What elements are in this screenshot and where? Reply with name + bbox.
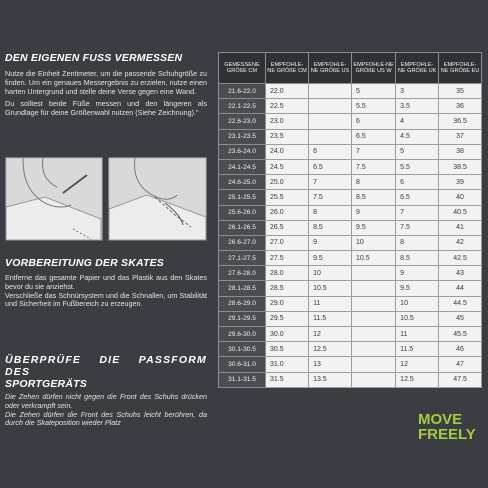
table-cell: 3.5	[396, 99, 439, 114]
table-row	[219, 266, 482, 281]
table-cell: 7.5	[396, 220, 439, 235]
table-cell: 45.5	[439, 327, 482, 342]
measured-size-cell: 25.1-25.5	[219, 190, 266, 205]
table-cell: 42.5	[439, 251, 482, 266]
column-header: EMPFOHLE-NE GRÖßE US W	[351, 53, 395, 84]
measured-size-cell: 25.6-26.0	[219, 205, 266, 220]
table-row	[219, 129, 482, 144]
table-cell: 24.0	[266, 144, 309, 159]
table-cell: 38.5	[439, 159, 482, 174]
table-cell: 22.0	[266, 84, 309, 99]
table-cell: 29.0	[266, 296, 309, 311]
table-cell	[309, 129, 352, 144]
table-cell: 8	[309, 205, 352, 220]
measured-size-cell: 31.1-31.5	[219, 372, 266, 387]
table-cell	[351, 311, 395, 326]
table-cell: 7	[351, 144, 395, 159]
table-cell: 7.5	[351, 159, 395, 174]
table-header-row	[219, 53, 482, 84]
column-header: GEMESSENE GRÖßE CM	[219, 53, 266, 84]
table-cell: 11.5	[396, 342, 439, 357]
table-cell: 7.5	[309, 190, 352, 205]
table-row	[219, 281, 482, 296]
table-cell: 4	[396, 114, 439, 129]
table-cell: 10	[396, 296, 439, 311]
table-cell: 47	[439, 357, 482, 372]
measured-size-cell: 22.1-22.5	[219, 99, 266, 114]
table-cell: 23.5	[266, 129, 309, 144]
table-cell: 6	[396, 175, 439, 190]
check-text-1: Die Zehen dürfen nicht gegen die Front des Schuhs drücken oder verkrampft sein.	[5, 392, 207, 410]
table-row	[219, 144, 482, 159]
table-cell	[309, 99, 352, 114]
table-cell: 10.5	[351, 251, 395, 266]
table-cell: 47.5	[439, 372, 482, 387]
table-cell: 22.5	[266, 99, 309, 114]
table-cell: 28.0	[266, 266, 309, 281]
prepare-text-2: Verschließe das Schnürsystem und die Schnallen, um Stabilität und Sicherheit im Fußbereich zu erzeugen.	[5, 290, 207, 309]
measured-size-cell: 27.1-27.5	[219, 251, 266, 266]
check-text-2: Die Zehen dürfen die Front des Schuhs leicht berühren, da durch die Skateposition wieder Platz	[5, 409, 207, 428]
table-cell: 12	[309, 327, 352, 342]
table-row	[219, 84, 482, 99]
table-cell: 9.5	[309, 251, 352, 266]
table-row	[219, 220, 482, 235]
table-row	[219, 327, 482, 342]
table-cell: 5	[351, 84, 395, 99]
table-row	[219, 159, 482, 174]
table-cell: 6	[309, 144, 352, 159]
prepare-title: VORBEREITUNG DER SKATES	[5, 257, 165, 269]
table-cell: 24.5	[266, 159, 309, 174]
table-cell	[351, 372, 395, 387]
table-cell: 10.5	[396, 311, 439, 326]
measured-size-cell: 26.6-27.0	[219, 235, 266, 250]
table-cell: 6.5	[396, 190, 439, 205]
table-row	[219, 99, 482, 114]
table-cell: 36	[439, 99, 482, 114]
table-row	[219, 311, 482, 326]
table-cell: 31.5	[266, 372, 309, 387]
right-drawing	[109, 158, 206, 240]
table-cell	[351, 296, 395, 311]
measured-size-cell: 23.6-24.0	[219, 144, 266, 159]
table-cell: 26.5	[266, 220, 309, 235]
measured-size-cell: 30.6-31.0	[219, 357, 266, 372]
table-cell: 9	[396, 266, 439, 281]
table-body	[219, 84, 482, 388]
measured-size-cell: 28.1-28.5	[219, 281, 266, 296]
measured-size-cell: 22.6-23.0	[219, 114, 266, 129]
table-cell: 11.5	[309, 311, 352, 326]
table-cell: 40.5	[439, 205, 482, 220]
table-cell: 9	[351, 205, 395, 220]
prepare-text-1: Entferne das gesamte Papier und das Plastik aus den Skates bevor du sie anziehst.	[5, 273, 207, 291]
measured-size-cell: 26.1-26.5	[219, 220, 266, 235]
table-cell: 9.5	[396, 281, 439, 296]
table-cell: 13.5	[309, 372, 352, 387]
table-cell: 6.5	[309, 159, 352, 174]
table-cell: 30.0	[266, 327, 309, 342]
logo-line-2: FREELY	[418, 426, 476, 443]
table-cell: 9	[309, 235, 352, 250]
table-cell: 42	[439, 235, 482, 250]
table-cell: 3	[396, 84, 439, 99]
table-cell	[309, 84, 352, 99]
table-cell: 5.5	[396, 159, 439, 174]
table-cell: 8	[351, 175, 395, 190]
table-cell: 23.0	[266, 114, 309, 129]
table-row	[219, 190, 482, 205]
table-row	[219, 342, 482, 357]
table-cell: 5	[396, 144, 439, 159]
table-cell: 7	[309, 175, 352, 190]
table-cell: 10	[309, 266, 352, 281]
table-cell: 46	[439, 342, 482, 357]
column-header: EMPFOHLE-NE GRÖßE UK	[396, 53, 439, 84]
table-cell: 26.0	[266, 205, 309, 220]
table-cell: 30.5	[266, 342, 309, 357]
table-cell: 43	[439, 266, 482, 281]
table-cell: 8	[396, 235, 439, 250]
logo-line-1: MOVE	[418, 411, 463, 428]
table-row	[219, 114, 482, 129]
table-cell: 10	[351, 235, 395, 250]
table-cell: 12.5	[309, 342, 352, 357]
table-cell	[309, 114, 352, 129]
check-title-2: SPORTGERÄTS	[5, 378, 87, 390]
table-cell: 8.5	[309, 220, 352, 235]
measured-size-cell: 30.1-30.5	[219, 342, 266, 357]
info-column	[5, 52, 207, 118]
measured-size-cell: 29.6-30.0	[219, 327, 266, 342]
column-header: EMPFOHLE-NE GRÖßE US	[309, 53, 352, 84]
table-cell: 27.5	[266, 251, 309, 266]
table-cell: 6.5	[351, 129, 395, 144]
table-cell: 13	[309, 357, 352, 372]
table-cell: 40	[439, 190, 482, 205]
table-cell: 27.0	[266, 235, 309, 250]
table-cell: 12	[396, 357, 439, 372]
column-header: EMPFOHLE-NE GRÖßE CM	[266, 53, 309, 84]
table-cell: 10.5	[309, 281, 352, 296]
table-cell	[351, 357, 395, 372]
table-row	[219, 235, 482, 250]
table-cell: 29.5	[266, 311, 309, 326]
table-cell: 25.5	[266, 190, 309, 205]
measured-size-cell: 24.6-25.0	[219, 175, 266, 190]
table-cell: 28.5	[266, 281, 309, 296]
table-row	[219, 372, 482, 387]
measure-text-1: Nutze die Einheit Zentimeter, um die passende Schuhgröße zu finden. Um ein genaues Messergebnis zu erzielen, nutze einen harten Untergrund und stelle deine Verse gegen eine Wand.	[5, 69, 207, 96]
table-cell	[351, 327, 395, 342]
measured-size-cell: 24.1-24.5	[219, 159, 266, 174]
table-cell: 36.5	[439, 114, 482, 129]
table-cell	[351, 266, 395, 281]
check-title-1: ÜBERPRÜFE DIE PASSFORM DES	[5, 354, 207, 378]
foot-measure-illustration	[5, 157, 207, 241]
measured-size-cell: 21.6-22.0	[219, 84, 266, 99]
size-chart-table	[218, 52, 482, 388]
move-freely-logo	[418, 412, 476, 442]
table-cell	[351, 342, 395, 357]
table-cell: 5.5	[351, 99, 395, 114]
table-cell: 25.0	[266, 175, 309, 190]
table-cell: 39	[439, 175, 482, 190]
table-cell: 38	[439, 144, 482, 159]
table-cell: 8.5	[351, 190, 395, 205]
measured-size-cell: 28.6-29.0	[219, 296, 266, 311]
table-cell: 12.5	[396, 372, 439, 387]
table-cell	[351, 281, 395, 296]
table-cell: 11	[309, 296, 352, 311]
prepare-section	[5, 257, 207, 309]
table-cell: 4.5	[396, 129, 439, 144]
table-cell: 7	[396, 205, 439, 220]
measure-text-2: Du solltest beide Füße messen und den längeren als Grundlage für deine Größenwahl nutzen (Siehe Zeichnung)."	[5, 99, 207, 118]
table-cell: 37	[439, 129, 482, 144]
table-cell: 44.5	[439, 296, 482, 311]
measured-size-cell: 29.1-29.5	[219, 311, 266, 326]
table-row	[219, 251, 482, 266]
table-cell: 8.5	[396, 251, 439, 266]
table-cell: 11	[396, 327, 439, 342]
check-section	[5, 354, 207, 428]
measured-size-cell: 27.6-28.0	[219, 266, 266, 281]
table-cell: 45	[439, 311, 482, 326]
table-row	[219, 175, 482, 190]
table-cell: 41	[439, 220, 482, 235]
table-cell: 6	[351, 114, 395, 129]
table-cell: 35	[439, 84, 482, 99]
table-cell: 44	[439, 281, 482, 296]
measured-size-cell: 23.1-23.5	[219, 129, 266, 144]
table-cell: 9.5	[351, 220, 395, 235]
table-row	[219, 357, 482, 372]
table-row	[219, 205, 482, 220]
column-header: EMPFOHLE-NE GRÖßE EU	[439, 53, 482, 84]
left-drawing	[6, 158, 102, 240]
table-row	[219, 296, 482, 311]
table-cell: 31.0	[266, 357, 309, 372]
measure-title: DEN EIGENEN FUSS VERMESSEN	[5, 52, 183, 64]
